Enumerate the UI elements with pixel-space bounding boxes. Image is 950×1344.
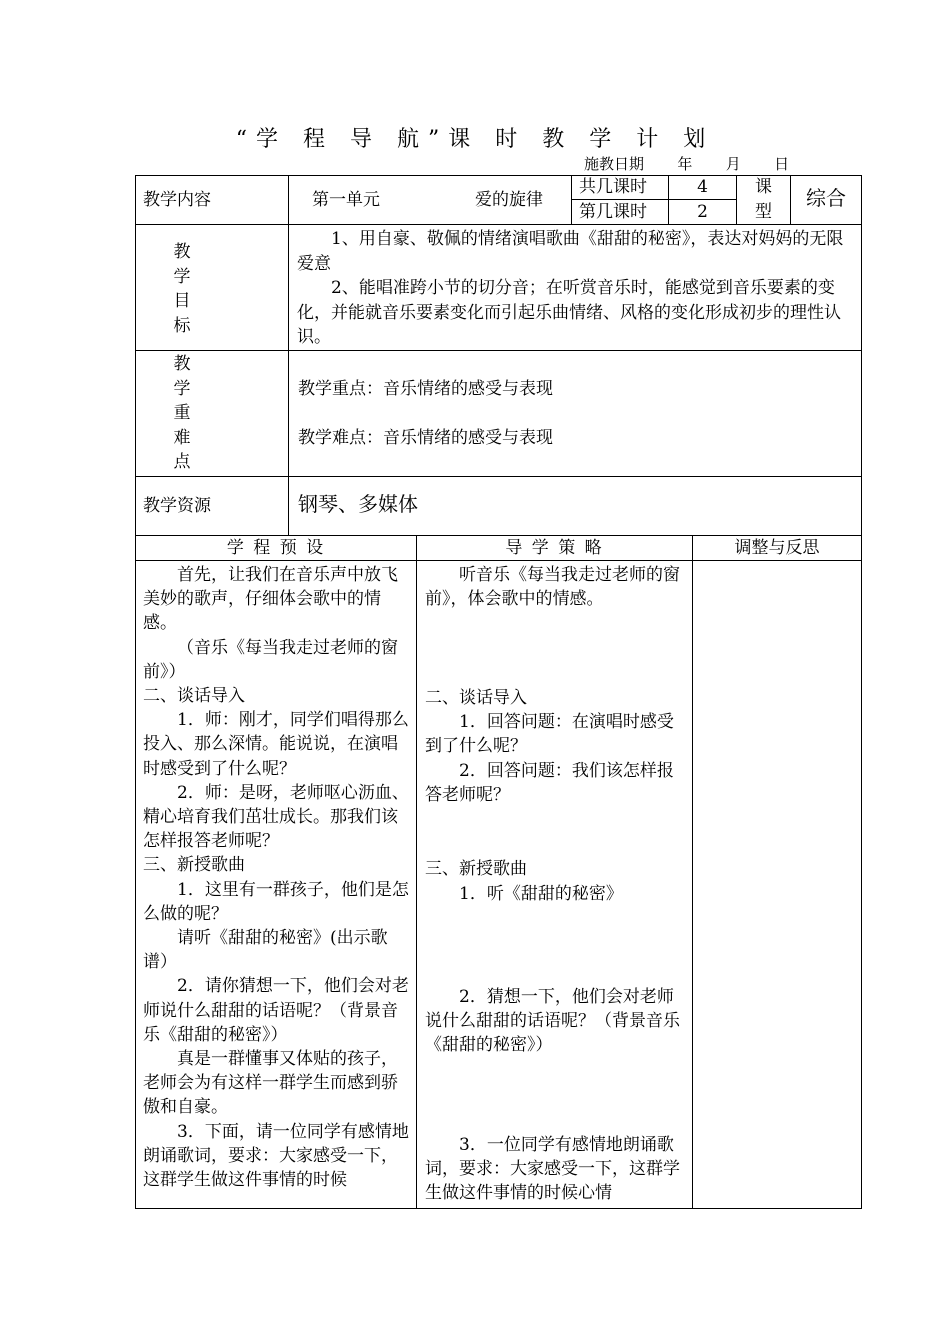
total-lessons-label: 共几课时 <box>579 177 647 197</box>
unit-name: 第一单元 <box>312 190 380 210</box>
objective-2: 2、能唱准跨小节的切分音；在听赏音乐时，能感觉到音乐要素的变化，并能就音乐要素变化而引起乐曲情绪、风格的变化形成初步的理性认识。 <box>297 278 841 347</box>
key-points-label-char: 难 <box>173 427 191 448</box>
objectives-label-char: 教 <box>173 242 191 262</box>
lesson-number-value: 2 <box>697 202 708 222</box>
total-lessons-value: 4 <box>697 177 708 197</box>
col2-block: 听音乐《每当我走过老师的窗前》，体会歌中的情感。 <box>425 565 680 610</box>
col3-header: 调整与反思 <box>734 538 820 558</box>
page-title: “学 程 导 航”课 时 教 学 计 划 <box>235 127 715 152</box>
col1-content <box>143 563 411 1192</box>
key-points-label-char: 重 <box>173 403 191 423</box>
col2-section-heading: 二、谈话导入 <box>425 688 527 708</box>
content-label: 教学内容 <box>143 190 211 210</box>
objectives-label-char: 标 <box>173 315 191 336</box>
objectives-label-char: 学 <box>173 266 191 287</box>
col2-block: 3．一位同学有感情地朗诵歌词，要求：大家感受一下，这群学生做这件事情的时候心情 <box>425 1135 680 1204</box>
key-points-label <box>170 352 194 475</box>
key-points-label-char: 点 <box>173 452 191 472</box>
difficult-point: 教学难点：音乐情绪的感受与表现 <box>298 428 553 448</box>
col2-header: 导 学 策 略 <box>505 538 604 558</box>
lesson-type-label-bottom: 型 <box>755 202 772 222</box>
col1-section-heading: 三、新授歌曲 <box>143 855 245 876</box>
resources-label: 教学资源 <box>143 496 211 516</box>
objectives-text <box>297 227 857 350</box>
lesson-type-label-top: 课 <box>755 177 772 197</box>
col1-block: （音乐《每当我走过老师的窗前》） <box>143 637 398 682</box>
col1-block: 2．请你猜想一下，他们会对老师说什么甜甜的话语呢？（背景音乐《甜甜的秘密》） <box>143 976 409 1045</box>
key-points-label-char: 学 <box>173 378 191 399</box>
objectives-label-char: 目 <box>173 291 191 311</box>
col1-block: 3．下面，请一位同学有感情地朗诵歌词，要求：大家感受一下，这群学生做这件事情的时候 <box>143 1121 409 1191</box>
col2-block: 2．回答问题：我们该怎样报答老师呢？ <box>425 761 674 806</box>
key-point: 教学重点：音乐情绪的感受与表现 <box>298 379 553 399</box>
objective-1: 1、用自豪、敬佩的情绪演唱歌曲《甜甜的秘密》，表达对妈妈的无限爱意 <box>297 229 844 274</box>
col1-section-heading: 二、谈话导入 <box>143 686 245 707</box>
col1-block: 1．这里有一群孩子，他们是怎么做的呢？ <box>143 879 409 924</box>
unit-title: 爱的旋律 <box>475 190 543 210</box>
col1-block: 1．师：刚才，同学们唱得那么投入、那么深情。能说说，在演唱时感受到了什么呢？ <box>143 710 409 779</box>
resources-value: 钢琴、多媒体 <box>298 492 418 516</box>
objectives-label <box>170 240 194 338</box>
key-points-label-char: 教 <box>173 354 191 374</box>
col2-block: 2．猜想一下，他们会对老师说什么甜甜的话语呢？（背景音乐《甜甜的秘密》） <box>425 987 680 1056</box>
col2-section-heading: 三、新授歌曲 <box>425 859 527 879</box>
lesson-type-value: 综合 <box>806 186 846 210</box>
lesson-number-label: 第几课时 <box>579 202 647 222</box>
col1-block: 真是一群懂事又体贴的孩子，老师会为有这样一群学生而感到骄傲和自豪。 <box>143 1049 398 1118</box>
teaching-date-line: 施教日期 年 月 日 <box>584 155 790 173</box>
col1-block: 首先，让我们在音乐声中放飞美妙的歌声，仔细体会歌中的情感。 <box>143 565 398 634</box>
col2-block: 1．听《甜甜的秘密》 <box>459 884 623 904</box>
col1-block: 2．师：是呀，老师呕心沥血、精心培育我们茁壮成长。那我们该怎样报答老师呢？ <box>143 782 409 852</box>
adjustment-reflection-area <box>693 561 861 1208</box>
col1-block: 请听《甜甜的秘密》(出示歌谱） <box>143 928 388 973</box>
col2-block: 1．回答问题：在演唱时感受到了什么呢？ <box>425 712 674 757</box>
col1-header: 学 程 预 设 <box>226 538 326 558</box>
